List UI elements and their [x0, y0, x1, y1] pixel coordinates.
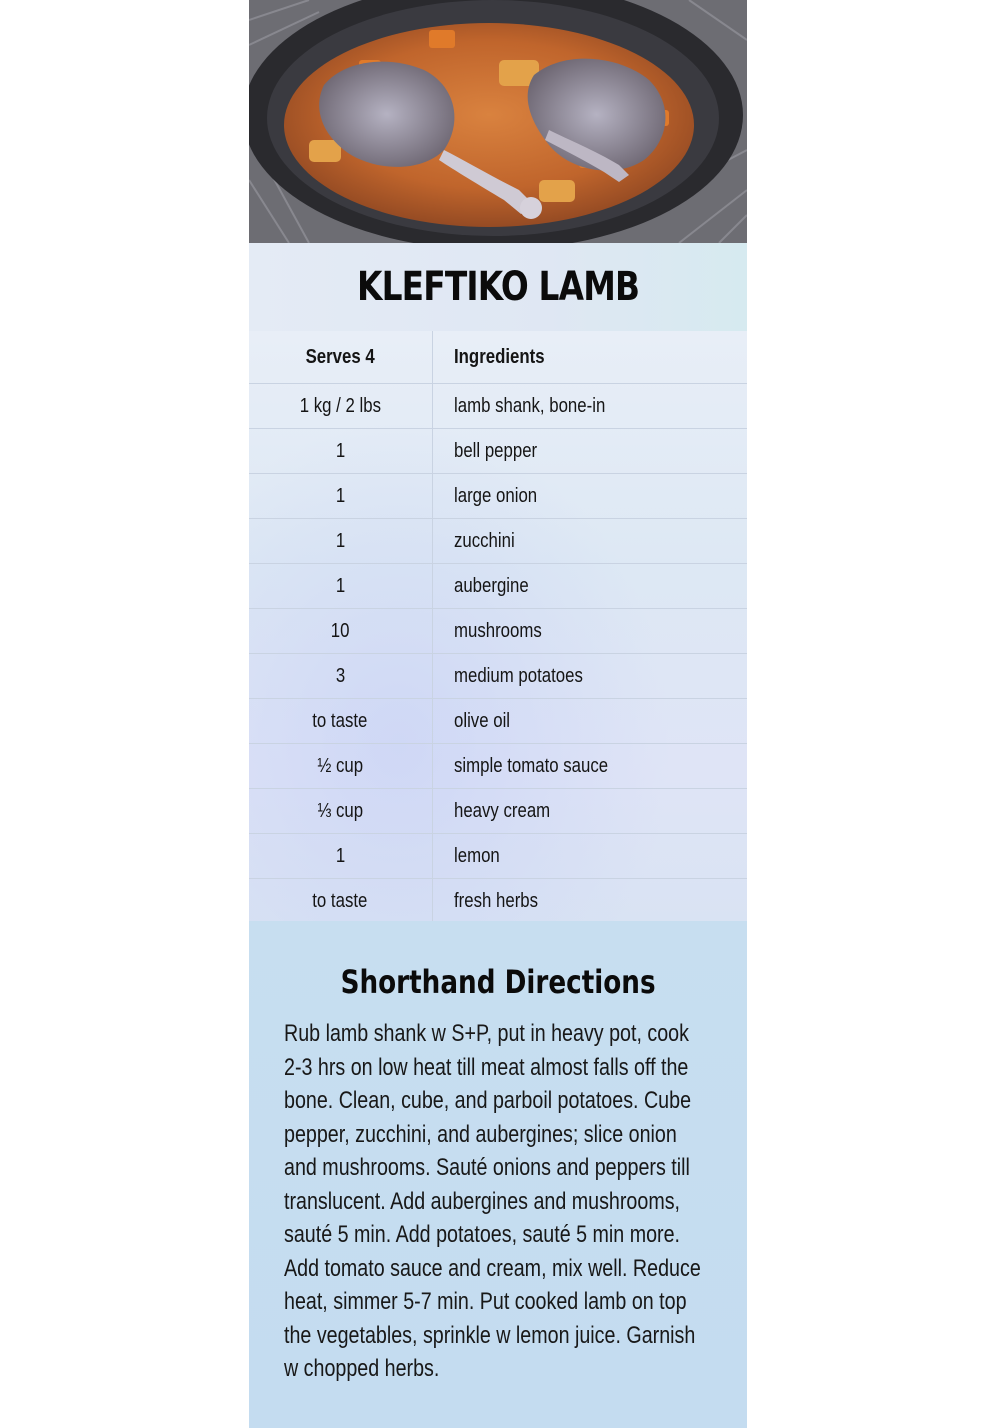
directions-text: Rub lamb shank w S+P, put in heavy pot, cook 2-3 hrs on low heat till meat almost falls off the bone. Clean, cube, and parboil potatoes. Cube pepper, zucchini, and aubergines; slice onion and mushrooms. Sauté onions and peppers till translucent. Add aubergines and mushrooms, sauté 5 min. Add potatoes, sauté 5 min more. Add tomato sauce and cream, mix well. Reduce heat, simmer 5-7 min. Put cooked lamb on top the vegetables, sprinkle w lemon juice. Garnish w chopped herbs.: [284, 1020, 701, 1382]
ingredient-cell: large onion: [432, 474, 747, 519]
quantity-cell: to taste: [249, 699, 432, 744]
stew-pan-illustration: [249, 0, 747, 243]
ingredient-cell: mushrooms: [432, 609, 747, 654]
directions-title: Shorthand Directions: [340, 963, 656, 1001]
quantity-cell: 1: [249, 834, 432, 879]
table-row: [249, 474, 747, 519]
quantity-cell: 1: [249, 519, 432, 564]
recipe-card: [249, 0, 747, 1428]
ingredients-table-section: [249, 331, 747, 921]
ingredient-cell: simple tomato sauce: [432, 744, 747, 789]
ingredient-cell: fresh herbs: [453, 889, 538, 912]
quantity-cell: ½ cup: [249, 744, 432, 789]
recipe-title: KLEFTIKO LAMB: [356, 264, 640, 310]
table-row: [249, 609, 747, 654]
table-row: [249, 789, 747, 834]
ingredients-header: Ingredients: [432, 331, 747, 384]
quantity-cell: 1: [249, 429, 432, 474]
ingredients-table: [249, 331, 747, 923]
table-row: [249, 744, 747, 789]
ingredient-cell: lemon: [432, 834, 747, 879]
quantity-cell: to taste: [249, 879, 432, 924]
quantity-cell: ⅓ cup: [249, 789, 432, 834]
table-header-row: [249, 331, 747, 384]
ingredient-cell: medium potatoes: [432, 654, 747, 699]
quantity-cell: 1: [249, 474, 432, 519]
table-row: [249, 699, 747, 744]
quantity-cell: 1 kg / 2 lbs: [249, 384, 432, 429]
table-row: [249, 879, 747, 924]
quantity-cell: 10: [249, 609, 432, 654]
ingredient-cell: bell pepper: [432, 429, 747, 474]
table-row: [249, 564, 747, 609]
ingredient-cell: heavy cream: [432, 789, 747, 834]
ingredient-cell: zucchini: [432, 519, 747, 564]
directions-section: [249, 921, 747, 1428]
table-row: [249, 384, 747, 429]
ingredient-cell: lamb shank, bone-in: [432, 384, 747, 429]
table-row: [249, 834, 747, 879]
lamb-stew-photo: [249, 0, 747, 243]
title-band: [249, 243, 747, 331]
table-row: [249, 429, 747, 474]
ingredient-cell: olive oil: [432, 699, 747, 744]
table-row: [249, 654, 747, 699]
quantity-cell: 3: [249, 654, 432, 699]
serves-header: Serves 4: [249, 331, 432, 384]
table-row: [249, 519, 747, 564]
ingredient-cell: aubergine: [432, 564, 747, 609]
quantity-cell: 1: [249, 564, 432, 609]
